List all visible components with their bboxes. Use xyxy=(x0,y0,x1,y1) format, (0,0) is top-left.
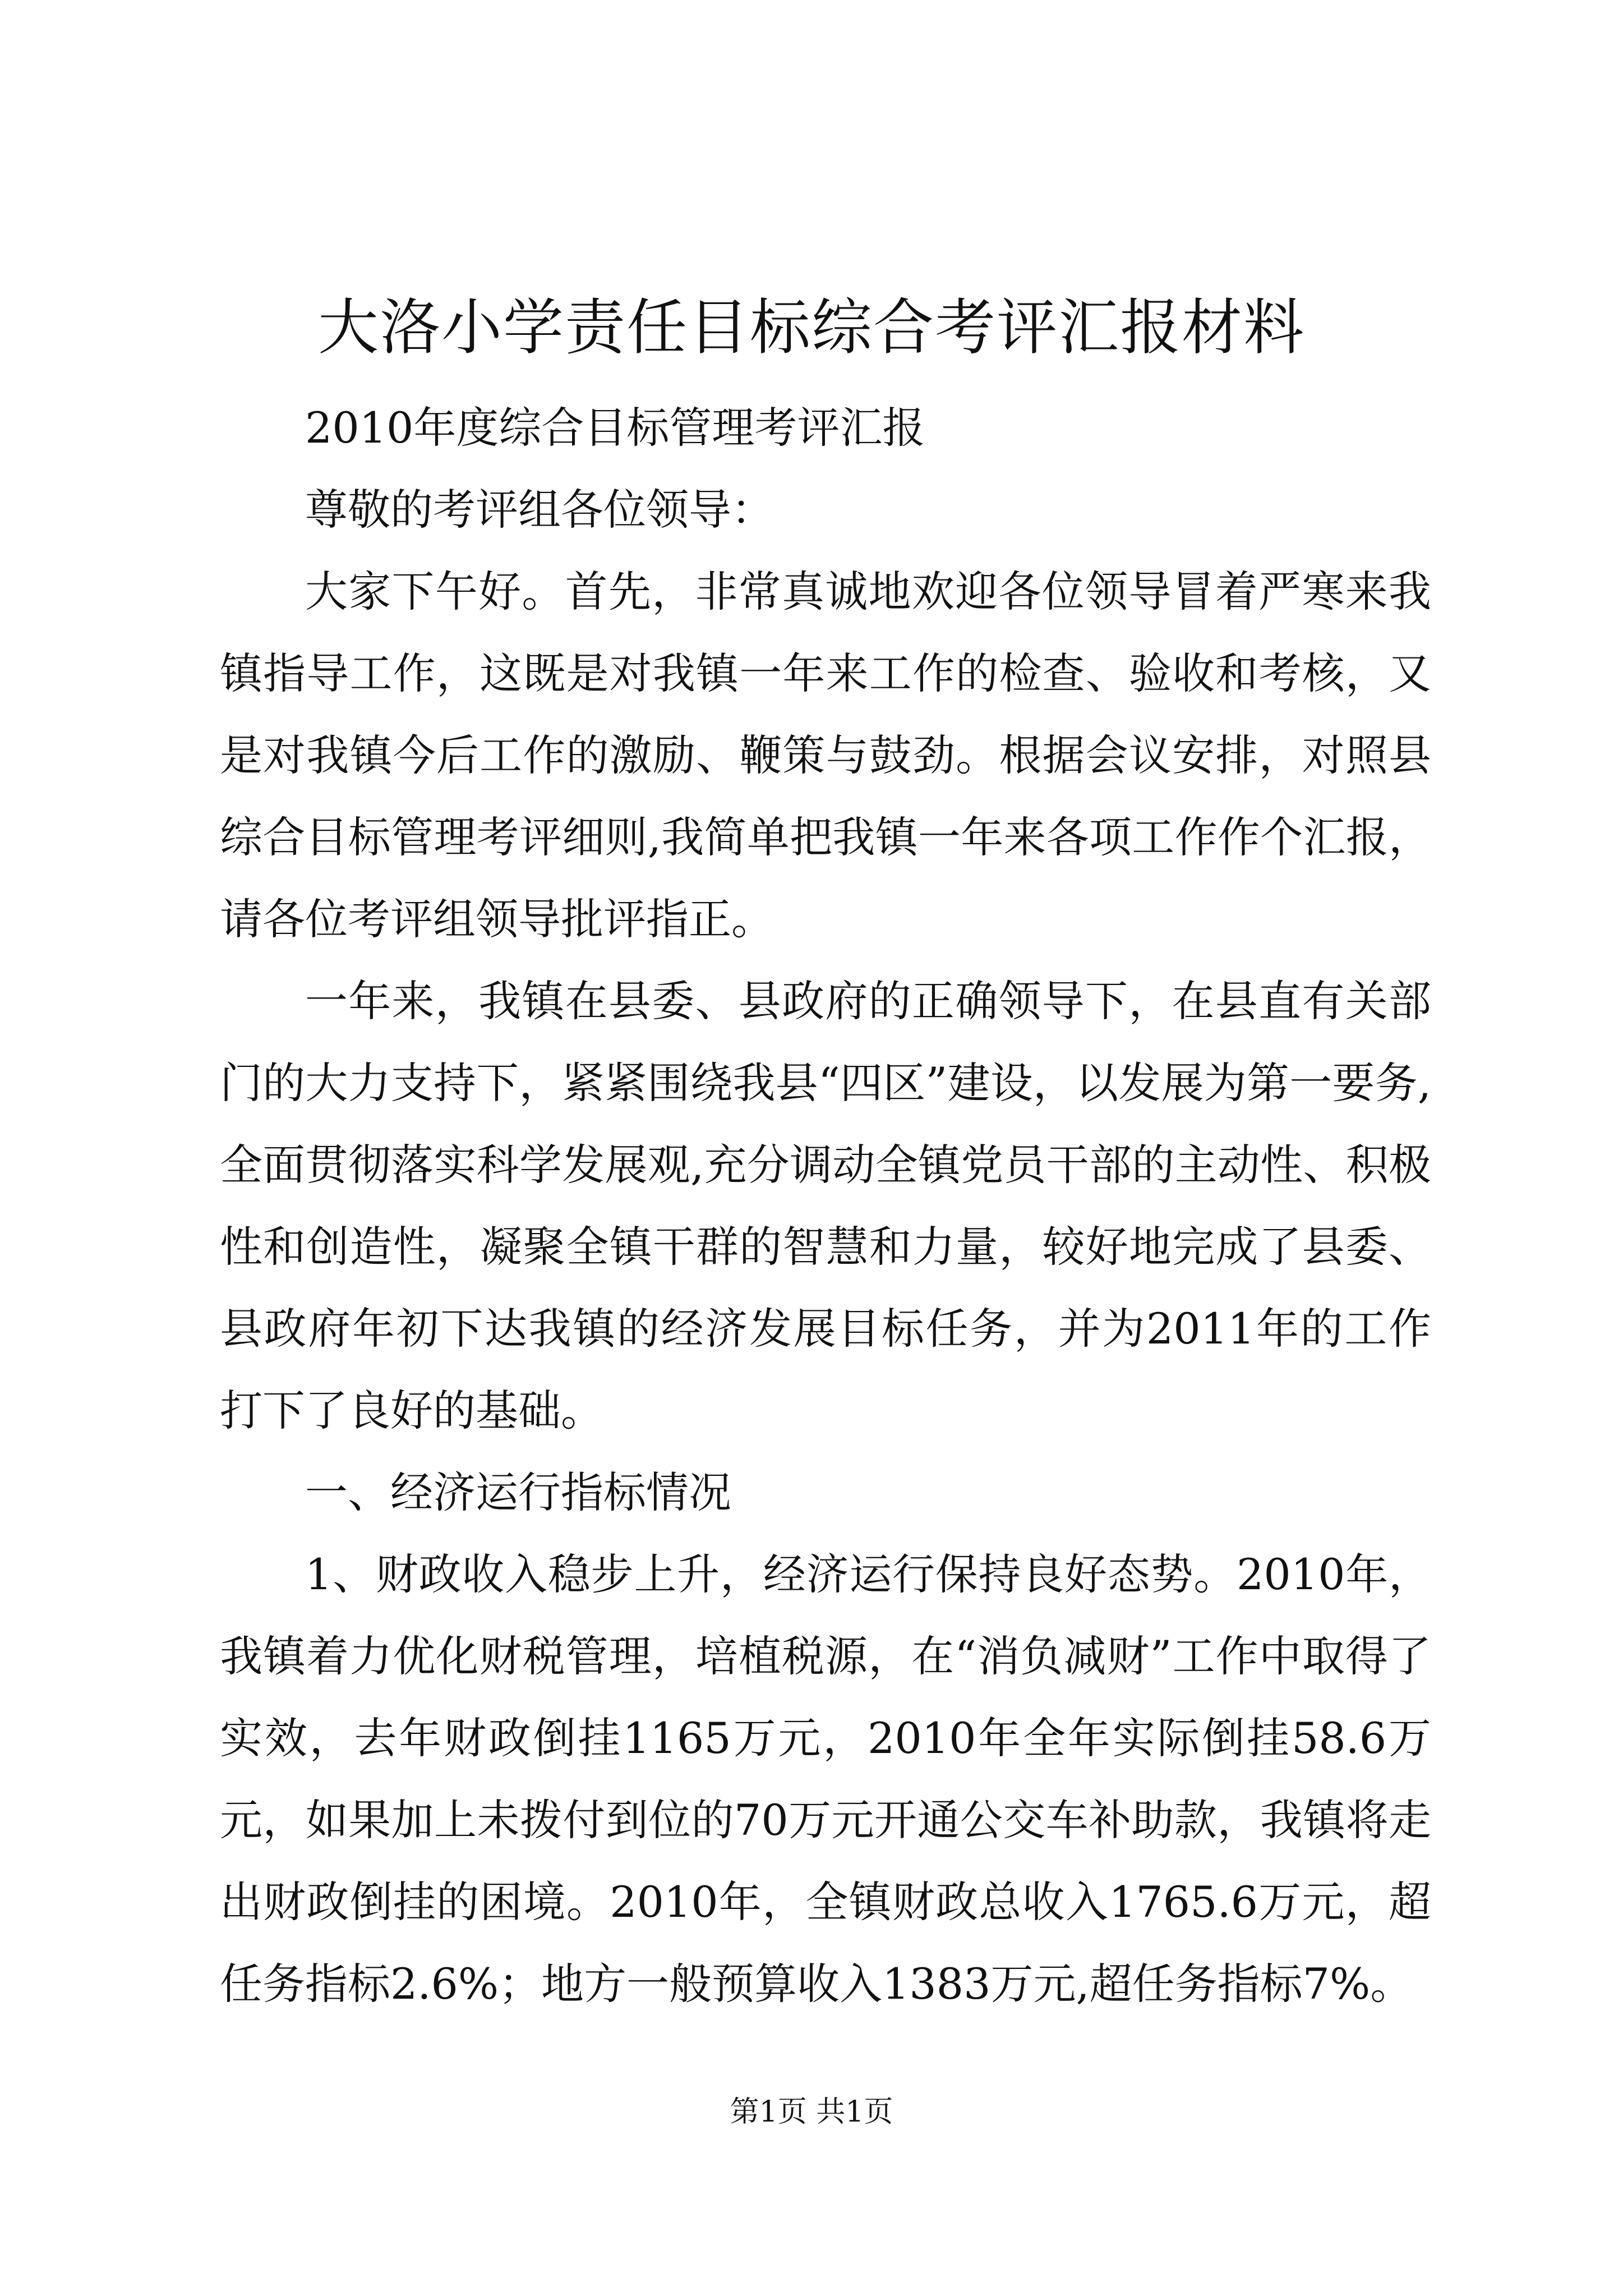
finance-paragraph: 1、财政收入稳步上升，经济运行保持良好态势。2010年，我镇着力优化财税管理，培植税源，在“消负减财”工作中取得了实效，去年财政倒挂1165万元，2010年全年实际倒挂58.6万元，如果加上未拨付到位的70万元开通公交车补助款，我镇将走出财政倒挂的困境。2010年，全镇财政总收入1765.6万元，超任务指标2.6%；地方一般预算收入1383万元,超任务指标7%。 xyxy=(220,1549,1431,2009)
section-heading: 一、经济运行指标情况 xyxy=(305,1467,731,1517)
document-body xyxy=(220,387,1431,2025)
overview-paragraph: 一年来，我镇在县委、县政府的正确领导下，在县直有关部门的大力支持下，紧紧围绕我县“四区”建设，以发展为第一要务,全面贯彻落实科学发展观,充分调动全镇党员干部的主动性、积极性和创造性，凝聚全镇干群的智慧和力量，较好地完成了县委、县政府年初下达我镇的经济发展目标任务，并为2011年的工作打下了良好的基础。 xyxy=(220,976,1431,1435)
document-title: 大洛小学责任目标综合考评汇报材料 xyxy=(317,293,1305,363)
page-footer: 第1页 共1页 xyxy=(730,2095,893,2129)
opening-paragraph: 大家下午好。首先，非常真诚地欢迎各位领导冒着严寒来我镇指导工作，这既是对我镇一年来工作的检查、验收和考核，又是对我镇今后工作的激励、鞭策与鼓劲。根据会议安排，对照县综合目标管理考评细则,我简单把我镇一年来各项工作作个汇报，请各位考评组领导批评指正。 xyxy=(220,567,1431,944)
salutation-paragraph: 尊敬的考评组各位领导： xyxy=(305,485,774,535)
report-subtitle-paragraph: 2010年度综合目标管理考评汇报 xyxy=(305,403,925,453)
